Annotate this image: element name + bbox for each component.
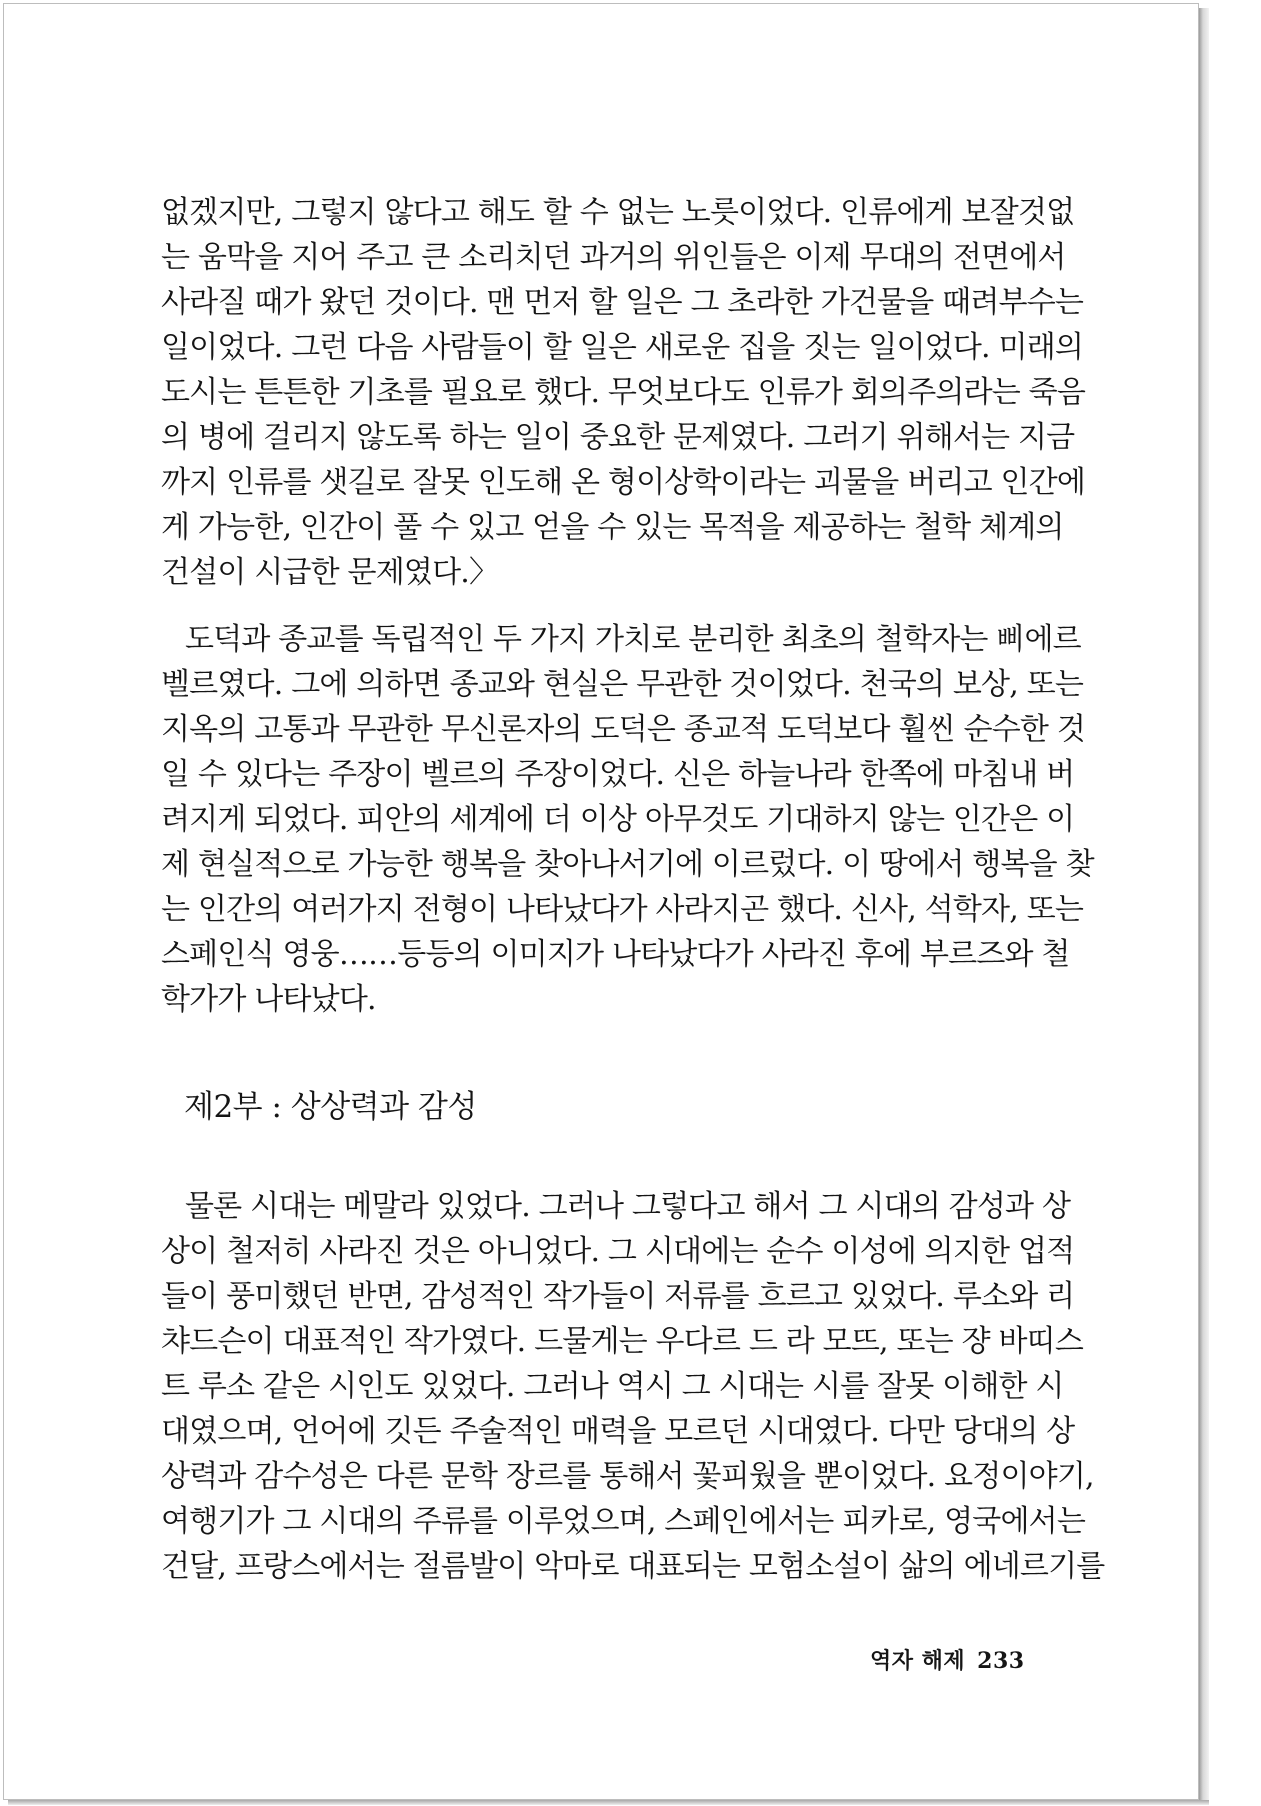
paragraph-line: 려지게 되었다. 피안의 세계에 더 이상 아무것도 기대하지 않는 인간은 이	[161, 802, 1075, 837]
paragraph-line: 게 가능한, 인간이 풀 수 있고 얻을 수 있는 목적을 제공하는 철학 체계의	[161, 510, 1064, 545]
paragraph-3	[161, 1184, 1105, 1589]
page-shadow-bottom	[8, 1800, 1209, 1805]
paragraph-2	[161, 617, 1094, 1022]
paragraph-line: 챠드슨이 대표적인 작가였다. 드물게는 우다르 드 라 모뜨, 또는 쟝 바띠스	[161, 1324, 1084, 1359]
paragraph-line: 는 인간의 여러가지 전형이 나타났다가 사라지곤 했다. 신사, 석학자, 또는	[161, 892, 1084, 927]
paragraph-line: 스페인식 영웅……등등의 이미지가 나타났다가 사라진 후에 부르즈와 철	[161, 937, 1070, 972]
paragraph-line: 벨르였다. 그에 의하면 종교와 현실은 무관한 것이었다. 천국의 보상, 또는	[161, 667, 1084, 702]
paragraph-line: 여행기가 그 시대의 주류를 이루었으며, 스페인에서는 피카로, 영국에서는	[161, 1504, 1086, 1539]
paragraph-line: 건달, 프랑스에서는 절름발이 악마로 대표되는 모험소설이 삶의 에네르기를	[161, 1549, 1105, 1584]
paragraph-line: 지옥의 고통과 무관한 무신론자의 도덕은 종교적 도덕보다 훨씬 순수한 것	[161, 712, 1086, 747]
paragraph-line: 도시는 튼튼한 기초를 필요로 했다. 무엇보다도 인류가 회의주의라는 죽음	[161, 375, 1086, 410]
page-number: 233	[977, 1648, 1025, 1674]
paragraph-line: 까지 인류를 샛길로 잘못 인도해 온 형이상학이라는 괴물을 버리고 인간에	[161, 465, 1086, 500]
section-heading: 제2부 : 상상력과 감성	[184, 1089, 477, 1125]
paragraph-line: 일이었다. 그런 다음 사람들이 할 일은 새로운 집을 짓는 일이었다. 미래의	[161, 330, 1084, 365]
paragraph-line: 도덕과 종교를 독립적인 두 가지 가치로 분리한 최초의 철학자는 삐에르	[185, 622, 1081, 657]
paragraph-line: 상력과 감수성은 다른 문학 장르를 통해서 꽃피웠을 뿐이었다. 요정이야기,	[161, 1459, 1094, 1494]
paragraph-line: 대였으며, 언어에 깃든 주술적인 매력을 모르던 시대였다. 다만 당대의 상	[161, 1414, 1075, 1449]
paragraph-line: 의 병에 걸리지 않도록 하는 일이 중요한 문제였다. 그러기 위해서는 지금	[161, 420, 1075, 455]
paragraph-line: 건설이 시급한 문제였다.〉	[161, 555, 499, 590]
paragraph-line: 물론 시대는 메말라 있었다. 그러나 그렇다고 해서 그 시대의 감성과 상	[185, 1189, 1071, 1224]
paragraph-line: 들이 풍미했던 반면, 감성적인 작가들이 저류를 흐르고 있었다. 루소와 리	[161, 1279, 1075, 1314]
page-footer	[870, 1646, 1025, 1676]
paragraph-line: 제 현실적으로 가능한 행복을 찾아나서기에 이르렀다. 이 땅에서 행복을 찾	[161, 847, 1094, 882]
paragraph-line: 일 수 있다는 주장이 벨르의 주장이었다. 신은 하늘나라 한쪽에 마침내 버	[161, 757, 1075, 792]
paragraph-line: 트 루소 같은 시인도 있었다. 그러나 역시 그 시대는 시를 잘못 이해한 시	[161, 1369, 1064, 1404]
paragraph-line: 상이 철저히 사라진 것은 아니었다. 그 시대에는 순수 이성에 의지한 업적	[161, 1234, 1075, 1269]
paragraph-line: 는 움막을 지어 주고 큰 소리치던 과거의 위인들은 이제 무대의 전면에서	[161, 240, 1066, 275]
running-title: 역자 해제	[870, 1648, 966, 1674]
page-shadow-right	[1199, 8, 1209, 1802]
paragraph-1	[161, 190, 1086, 595]
paragraph-line: 학가가 나타났다.	[161, 982, 376, 1017]
paragraph-line: 없겠지만, 그렇지 않다고 해도 할 수 없는 노릇이었다. 인류에게 보잘것없	[161, 195, 1075, 230]
paragraph-line: 사라질 때가 왔던 것이다. 맨 먼저 할 일은 그 초라한 가건물을 때려부수는	[161, 285, 1084, 320]
